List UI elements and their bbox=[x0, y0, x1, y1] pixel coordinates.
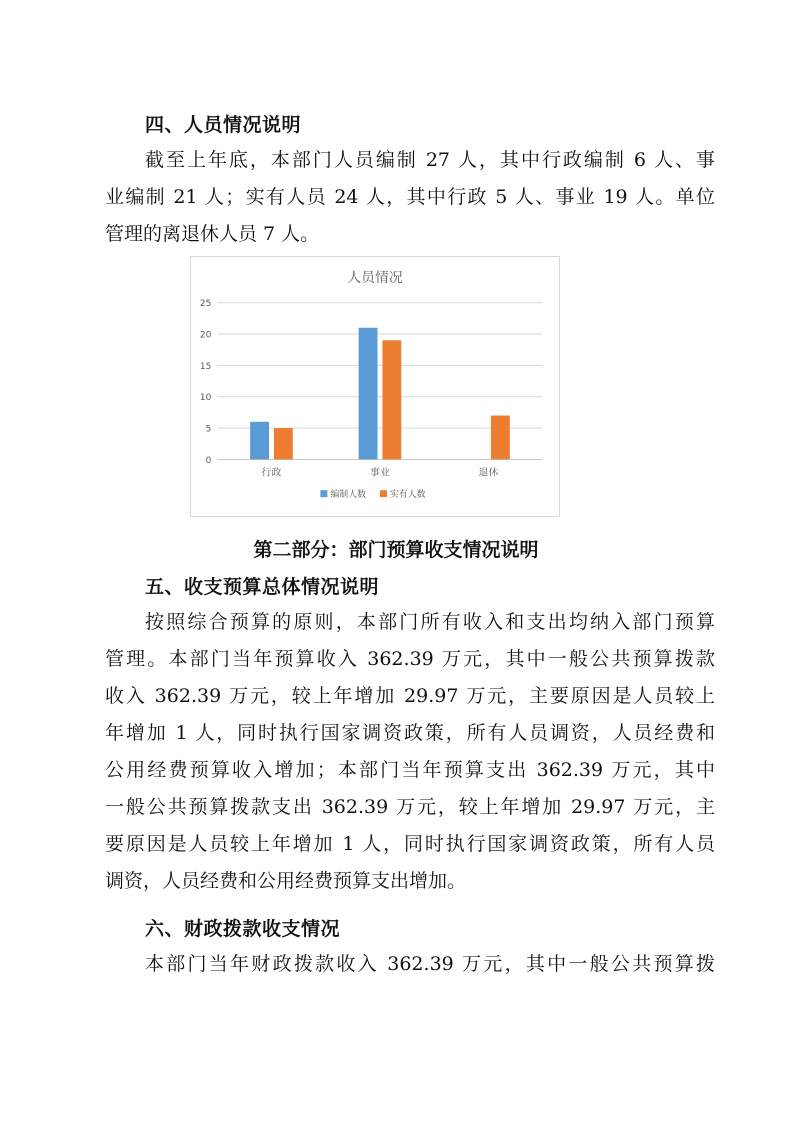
paragraph-line: 收入 362.39 万元，较上年增加 29.97 万元，主要原因是人员较上 bbox=[105, 685, 715, 707]
section4-heading: 四、人员情况说明 bbox=[145, 114, 302, 136]
bar bbox=[274, 428, 293, 459]
paragraph-line: 管理的离退休人员 7 人。 bbox=[105, 223, 320, 245]
legend-label: 实有人数 bbox=[389, 490, 426, 501]
chart-title: 人员情况 bbox=[347, 269, 403, 286]
legend-swatch bbox=[320, 490, 327, 497]
y-tick-label: 25 bbox=[199, 299, 212, 310]
section4-paragraph bbox=[105, 142, 715, 253]
section6-paragraph bbox=[105, 946, 715, 983]
paragraph-line: 本部门当年财政拨款收入 362.39 万元，其中一般公共预算拨 bbox=[145, 953, 715, 975]
chart-x-ticks bbox=[262, 465, 499, 478]
paragraph-line: 要原因是人员较上年增加 1 人，同时执行国家调资政策，所有人员 bbox=[105, 833, 715, 855]
y-tick-label: 10 bbox=[199, 393, 212, 404]
chart-legend bbox=[320, 488, 425, 500]
paragraph-line: 按照综合预算的原则，本部门所有收入和支出均纳入部门预算 bbox=[145, 611, 715, 633]
paragraph-line: 公用经费预算收入增加；本部门当年预算支出 362.39 万元，其中 bbox=[105, 759, 715, 781]
section5-paragraph bbox=[105, 604, 715, 900]
section6-heading: 六、财政拨款收支情况 bbox=[145, 918, 341, 940]
paragraph-line: 业编制 21 人；实有人员 24 人，其中行政 5 人、事业 19 人。单位 bbox=[105, 186, 715, 208]
y-tick-label: 5 bbox=[205, 424, 212, 435]
y-tick-label: 15 bbox=[199, 361, 212, 372]
chart-bars bbox=[250, 328, 510, 460]
x-tick-label: 行政 bbox=[261, 467, 282, 479]
staff-bar-chart bbox=[190, 256, 560, 517]
section5-heading: 五、收支预算总体情况说明 bbox=[145, 576, 380, 598]
paragraph-line: 管理。本部门当年预算收入 362.39 万元，其中一般公共预算拨款 bbox=[105, 648, 715, 670]
x-tick-label: 退休 bbox=[478, 467, 499, 479]
part2-title: 第二部分：部门预算收支情况说明 bbox=[253, 539, 539, 561]
paragraph-line: 年增加 1 人，同时执行国家调资政策，所有人员调资，人员经费和 bbox=[105, 722, 715, 744]
legend-swatch bbox=[380, 490, 387, 497]
bar bbox=[359, 328, 378, 460]
y-tick-label: 0 bbox=[205, 455, 212, 466]
legend-label: 编制人数 bbox=[330, 490, 367, 501]
chart-y-ticks bbox=[200, 299, 212, 466]
bar bbox=[382, 340, 401, 459]
x-tick-label: 事业 bbox=[370, 467, 390, 479]
bar bbox=[250, 422, 269, 460]
paragraph-line: 调资，人员经费和公用经费预算支出增加。 bbox=[105, 870, 467, 892]
paragraph-line: 一般公共预算拨款支出 362.39 万元，较上年增加 29.97 万元，主 bbox=[105, 796, 715, 818]
y-tick-label: 20 bbox=[199, 330, 212, 341]
bar bbox=[491, 416, 510, 460]
paragraph-line: 截至上年底，本部门人员编制 27 人，其中行政编制 6 人、事 bbox=[145, 149, 715, 171]
